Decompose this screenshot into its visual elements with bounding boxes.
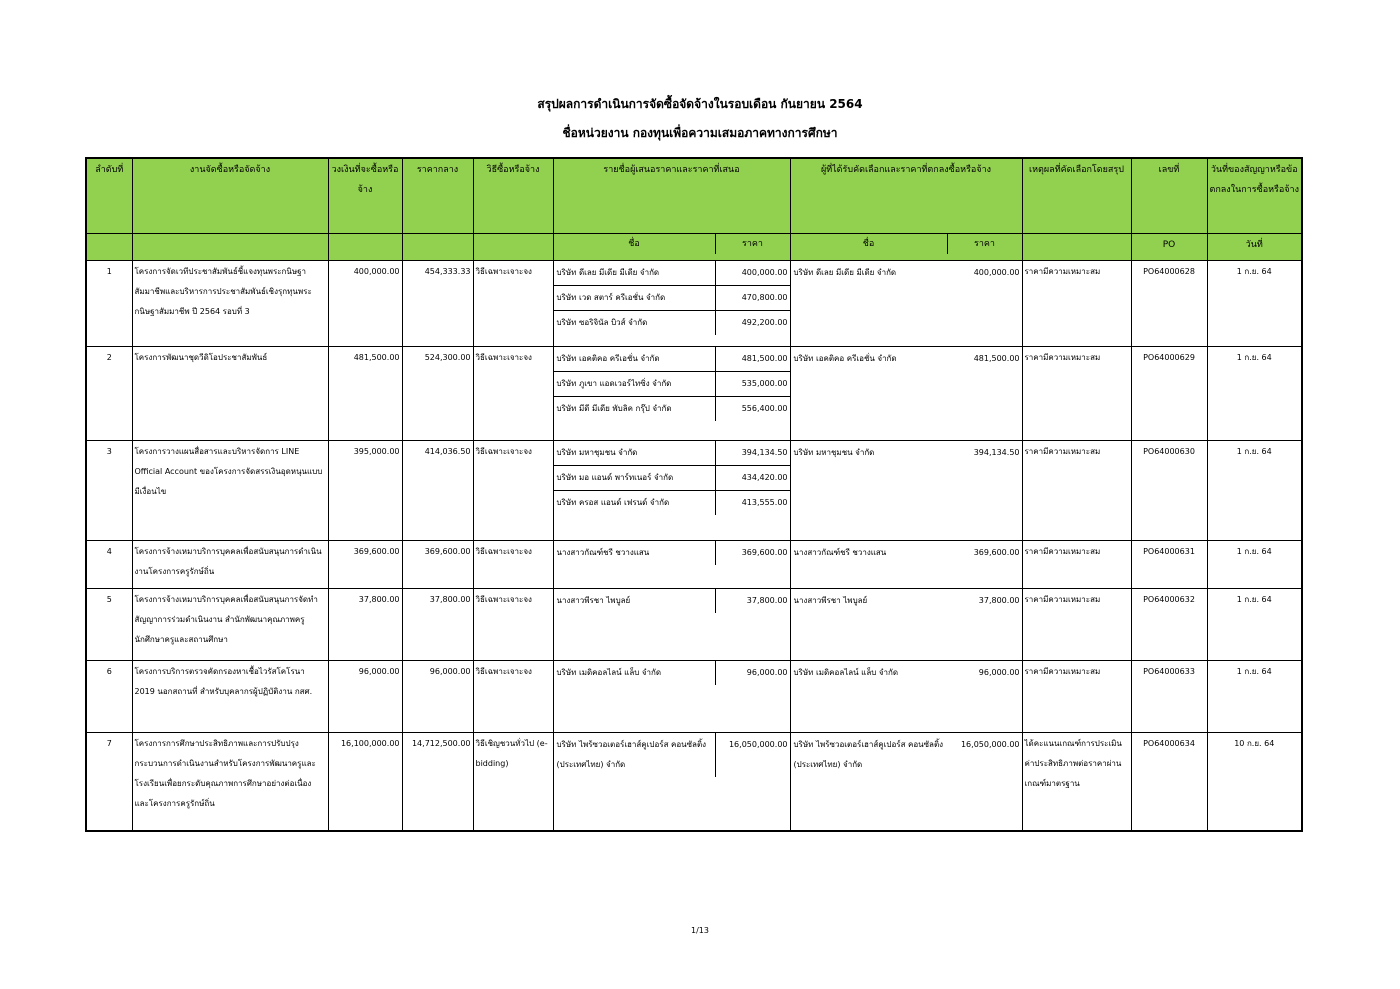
subheader-bidder-name-price [553, 234, 790, 261]
winner-price: 96,000.00 [978, 668, 1020, 677]
row-median: 37,800.00 [402, 589, 473, 661]
table-row [86, 441, 1302, 541]
bidder-name: บริษัท เวด สตาร์ ครีเอชั่น จำกัด [556, 293, 666, 302]
bidder-entry [554, 491, 790, 515]
row-budget: 369,600.00 [328, 541, 402, 589]
row-reason: ได้คะแนนเกณฑ์การประเมินค่าประสิทธิภาพต่อราคาผ่านเกณฑ์มาตรฐาน [1022, 733, 1131, 831]
bidder-entry [554, 286, 790, 311]
bidder-name: บริษัท เอคติคอ ครีเอชั่น จำกัด [556, 354, 660, 363]
page-number: 1/13 [691, 926, 709, 935]
bidder-entry [554, 347, 790, 372]
row-method: วิธีเฉพาะเจาะจง [473, 441, 553, 541]
row-winner [790, 441, 1022, 541]
row-number: 7 [86, 733, 132, 831]
row-date: 1 ก.ย. 64 [1207, 661, 1302, 733]
winner-name: บริษัท เอคติคอ ครีเอชั่น จำกัด [793, 354, 897, 363]
header-item: งานจัดซื้อหรือจัดจ้าง [132, 158, 328, 234]
header-winner: ผู้ที่ได้รับคัดเลือกและราคาที่ตกลงซื้อหรือจ้าง [790, 158, 1022, 234]
row-item: โครงการวางแผนสื่อสารและบริหารจัดการ LINE Official Account ของโครงการจัดสรรเงินอุดหนุนแบบมีเงื่อนไข [132, 441, 328, 541]
bidder-price: 400,000.00 [715, 261, 790, 285]
row-number: 3 [86, 441, 132, 541]
row-median: 96,000.00 [402, 661, 473, 733]
row-winner [790, 261, 1022, 347]
winner-entry [791, 589, 1022, 613]
bidder-entry [554, 661, 790, 685]
row-bidders [553, 661, 790, 733]
row-date: 1 ก.ย. 64 [1207, 347, 1302, 441]
row-number: 1 [86, 261, 132, 347]
procurement-table [85, 157, 1303, 832]
row-po: PO64000634 [1131, 733, 1207, 831]
winner-price: 481,500.00 [973, 354, 1020, 363]
bidder-entry [554, 466, 790, 491]
bidder-price: 481,500.00 [715, 347, 790, 371]
row-item: โครงการจ้างเหมาบริการบุคคลเพื่อสนับสนุนการจัดทำสัญญาการร่วมดำเนินงาน สำนักพัฒนาคุณภาพครู นักศึกษาครูและสถานศึกษา [132, 589, 328, 661]
subheader-day: วันที่ [1207, 234, 1302, 261]
row-date: 10 ก.ย. 64 [1207, 733, 1302, 831]
row-winner [790, 541, 1022, 589]
bidder-entry [554, 261, 790, 286]
row-bidders [553, 541, 790, 589]
row-reason: ราคามีความเหมาะสม [1022, 261, 1131, 347]
winner-price: 369,600.00 [973, 548, 1020, 557]
header-method: วิธีซื้อหรือจ้าง [473, 158, 553, 234]
row-number: 6 [86, 661, 132, 733]
winner-name: นางสาวพีรชา ไพบูลย์ [793, 596, 868, 605]
subheader-bidder-name: ชื่อ [628, 239, 640, 249]
row-po: PO64000631 [1131, 541, 1207, 589]
winner-entry [791, 661, 1022, 685]
bidder-entry [554, 589, 790, 613]
bidder-entry [554, 541, 790, 565]
bidder-price: 470,800.00 [715, 286, 790, 310]
row-bidders [553, 347, 790, 441]
row-po: PO64000633 [1131, 661, 1207, 733]
row-winner [790, 589, 1022, 661]
header-budget: วงเงินที่จะซื้อหรือจ้าง [328, 158, 402, 234]
subheader-winner-name: ชื่อ [862, 239, 875, 249]
row-number: 4 [86, 541, 132, 589]
bidder-name: บริษัท มอ แอนด์ พาร์ทเนอร์ จำกัด [556, 473, 674, 482]
subheader-po: PO [1131, 234, 1207, 261]
row-budget: 481,500.00 [328, 347, 402, 441]
winner-entry [791, 261, 1022, 285]
bidder-price: 434,420.00 [715, 466, 790, 490]
row-item: โครงการพัฒนาชุดวีดิโอประชาสัมพันธ์ [132, 347, 328, 441]
bidder-price: 16,050,000.00 [715, 733, 790, 777]
bidder-price: 96,000.00 [715, 661, 790, 685]
row-item: โครงการการศึกษาประสิทธิภาพและการปรับปรุงกระบวนการดำเนินงานสำหรับโครงการพัฒนาครูและโรงเรียนเพื่อยกระดับคุณภาพการศึกษาอย่างต่อเนื่องและโครงการครูรักษ์ถิ่น [132, 733, 328, 831]
row-method: วิธีเฉพาะเจาะจง [473, 661, 553, 733]
row-winner [790, 733, 1022, 831]
bidder-name: บริษัท มหาชุมชน จำกัด [556, 448, 638, 457]
table-row [86, 661, 1302, 733]
bidder-entry [554, 311, 790, 335]
row-winner [790, 347, 1022, 441]
row-method: วิธีเฉพาะเจาะจง [473, 347, 553, 441]
row-date: 1 ก.ย. 64 [1207, 589, 1302, 661]
winner-entry [791, 541, 1022, 565]
bidder-price: 394,134.50 [715, 441, 790, 465]
row-budget: 395,000.00 [328, 441, 402, 541]
winner-name: นางสาวกัณฑ์ชรี ชวางแสน [793, 548, 887, 557]
row-po: PO64000628 [1131, 261, 1207, 347]
row-budget: 400,000.00 [328, 261, 402, 347]
bidder-price: 369,600.00 [715, 541, 790, 565]
header-date: วันที่ของสัญญาหรือข้อตกลงในการซื้อหรือจ้าง [1207, 158, 1302, 234]
row-reason: ราคามีความเหมาะสม [1022, 441, 1131, 541]
row-number: 2 [86, 347, 132, 441]
winner-entry [791, 441, 1022, 465]
row-method: วิธีเฉพาะเจาะจง [473, 589, 553, 661]
row-po: PO64000632 [1131, 589, 1207, 661]
winner-price: 37,800.00 [978, 596, 1020, 605]
header-no: ลำดับที่ [86, 158, 132, 234]
table-body [86, 261, 1302, 831]
row-bidders [553, 589, 790, 661]
row-reason: ราคามีความเหมาะสม [1022, 661, 1131, 733]
document-title: สรุปผลการดำเนินการจัดซื้อจัดจ้างในรอบเดือน กันยายน 2564 [537, 97, 863, 111]
subheader-winner-name-price [790, 234, 1022, 261]
row-date: 1 ก.ย. 64 [1207, 261, 1302, 347]
bidder-name: นางสาวกัณฑ์ชรี ชวางแสน [556, 548, 650, 557]
row-median: 369,600.00 [402, 541, 473, 589]
bidder-price: 556,400.00 [715, 397, 790, 421]
row-budget: 16,100,000.00 [328, 733, 402, 831]
row-date: 1 ก.ย. 64 [1207, 541, 1302, 589]
row-po: PO64000630 [1131, 441, 1207, 541]
bidder-name: บริษัท มีดี มีเดีย พับลิค กรุ๊ป จำกัด [556, 404, 672, 413]
winner-name: บริษัท ดีเลย มีเดีย มีเดีย จำกัด [793, 268, 897, 277]
header-ref: เลขที่ [1131, 158, 1207, 234]
row-bidders [553, 733, 790, 831]
row-median: 14,712,500.00 [402, 733, 473, 831]
winner-entry [791, 733, 1022, 777]
bidder-entry [554, 397, 790, 421]
winner-price: 394,134.50 [973, 448, 1020, 457]
table-row [86, 589, 1302, 661]
bidder-price: 413,555.00 [715, 491, 790, 515]
header-reason: เหตุผลที่คัดเลือกโดยสรุป [1022, 158, 1131, 234]
table-row [86, 733, 1302, 831]
bidder-name: บริษัท ซอริจินัล บิวส์ จำกัด [556, 318, 648, 327]
winner-entry [791, 347, 1022, 371]
table-row [86, 261, 1302, 347]
row-bidders [553, 261, 790, 347]
row-reason: ราคามีความเหมาะสม [1022, 589, 1131, 661]
winner-price: 16,050,000.00 [960, 740, 1020, 749]
bidder-name: บริษัท ภูเขา แอดเวอร์ไทซิ่ง จำกัด [556, 379, 672, 388]
bidder-name: บริษัท เมดิคอลไลน์ แล็บ จำกัด [556, 668, 662, 677]
row-method: วิธีเชิญชวนทั่วไป (e-bidding) [473, 733, 553, 831]
bidder-name: บริษัท ครอส แอนด์ เฟรนด์ จำกัด [556, 498, 670, 507]
row-number: 5 [86, 589, 132, 661]
row-method: วิธีเฉพาะเจาะจง [473, 261, 553, 347]
row-date: 1 ก.ย. 64 [1207, 441, 1302, 541]
subheader-winner-price: ราคา [947, 234, 1022, 254]
row-median: 524,300.00 [402, 347, 473, 441]
winner-name: บริษัท ไพร้ซวอเตอร์เฮาส์คูเปอร์ส คอนซัลติ้ง (ประเทศไทย) จำกัด [793, 740, 944, 769]
row-budget: 96,000.00 [328, 661, 402, 733]
bidder-name: บริษัท ดีเลย มีเดีย มีเดีย จำกัด [556, 268, 660, 277]
row-budget: 37,800.00 [328, 589, 402, 661]
row-item: โครงการจ้างเหมาบริการบุคคลเพื่อสนับสนุนการดำเนินงานโครงการครูรักษ์ถิ่น [132, 541, 328, 589]
bidder-price: 535,000.00 [715, 372, 790, 396]
agency-name: ชื่อหน่วยงาน กองทุนเพื่อความเสมอภาคทางการศึกษา [562, 126, 838, 140]
bidder-name: บริษัท ไพร้ซวอเตอร์เฮาส์คูเปอร์ส คอนซัลติ้ง (ประเทศไทย) จำกัด [556, 740, 707, 769]
bidder-entry [554, 733, 790, 777]
winner-price: 400,000.00 [973, 268, 1020, 277]
row-method: วิธีเฉพาะเจาะจง [473, 541, 553, 589]
row-reason: ราคามีความเหมาะสม [1022, 541, 1131, 589]
bidder-entry [554, 372, 790, 397]
bidder-price: 492,200.00 [715, 311, 790, 335]
row-median: 414,036.50 [402, 441, 473, 541]
table-row [86, 541, 1302, 589]
winner-name: บริษัท เมดิคอลไลน์ แล็บ จำกัด [793, 668, 899, 677]
row-po: PO64000629 [1131, 347, 1207, 441]
row-median: 454,333.33 [402, 261, 473, 347]
header-median: ราคากลาง [402, 158, 473, 234]
row-reason: ราคามีความเหมาะสม [1022, 347, 1131, 441]
subheader-bidder-price: ราคา [715, 234, 790, 254]
header-bidders: รายชื่อผู้เสนอราคาและราคาที่เสนอ [553, 158, 790, 234]
row-winner [790, 661, 1022, 733]
row-item: โครงการบริการตรวจคัดกรองหาเชื้อไวรัสโคโรนา 2019 นอกสถานที่ สำหรับบุคลากรผู้ปฏิบัติงาน กสศ. [132, 661, 328, 733]
bidder-price: 37,800.00 [715, 589, 790, 613]
bidder-name: นางสาวพีรชา ไพบูลย์ [556, 596, 631, 605]
bidder-entry [554, 441, 790, 466]
winner-name: บริษัท มหาชุมชน จำกัด [793, 448, 875, 457]
row-item: โครงการจัดเวทีประชาสัมพันธ์ชี้แจงทุนพระกนิษฐาสัมมาชีพและบริหารการประชาสัมพันธ์เชิงรุกทุนพระกนิษฐาสัมมาชีพ ปี 2564 รอบที่ 3 [132, 261, 328, 347]
row-bidders [553, 441, 790, 541]
table-row [86, 347, 1302, 441]
